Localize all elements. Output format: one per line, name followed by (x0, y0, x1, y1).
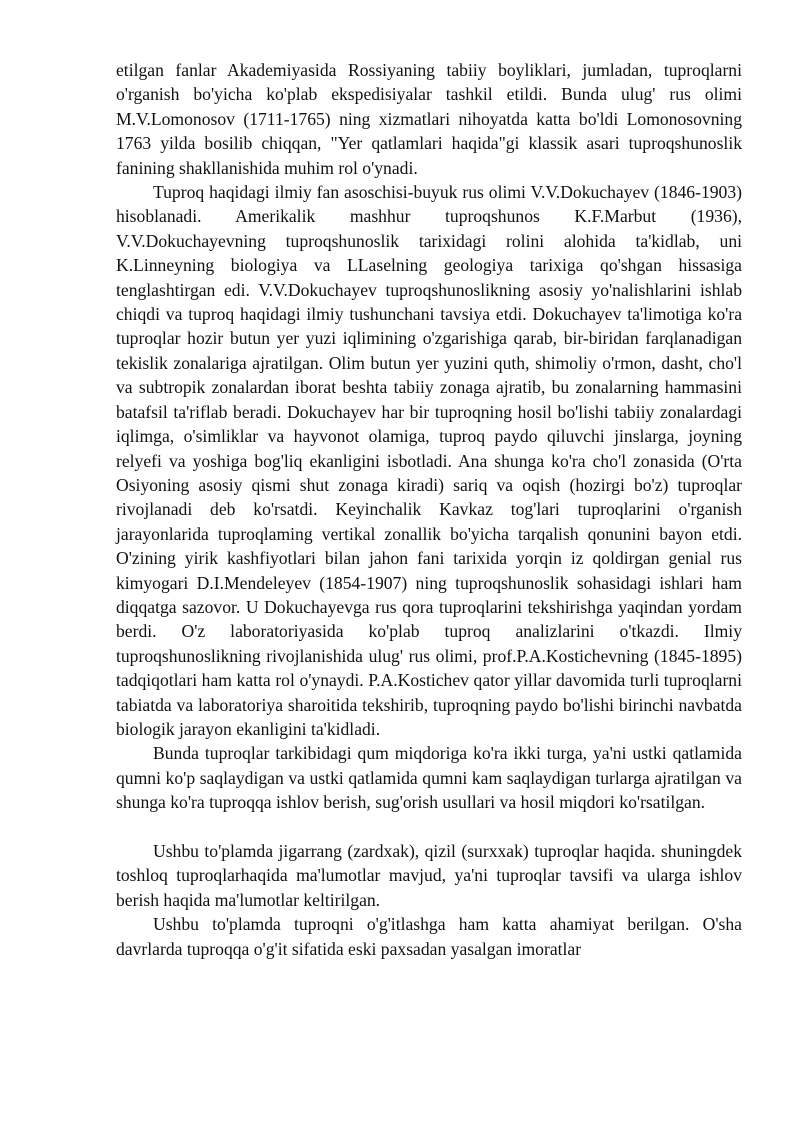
paragraph-continuation: etilgan fanlar Akademiyasida Rossiyaning tabiiy boyliklari, jumladan, tuproqlarni o'rganish bo'yicha ko'plab ekspedisiyalar tashkil etildi. Bunda ulug' rus olimi M.V.Lomonosov (1711-1765) ning xizmatlari nihoyatda katta bo'ldi Lomonosovning 1763 yilda bosilib chiqqan, "Yer qatlamlari haqida"gi klassik asari tuproqshunoslik fanining shakllanishida muhim rol o'ynadi. (116, 60, 742, 178)
paragraph-soil-types: Bunda tuproqlar tarkibidagi qum miqdoriga ko'ra ikki turga, ya'ni ustki qatlamida qumni ko'p saqlaydigan va ustki qatlamida qumni kam saqlaydigan turlarga ajratilgan va shunga ko'ra tuproqqa ishlov berish, sug'orish usullari va hosil miqdori ko'rsatilgan. (116, 743, 742, 813)
paragraph-collection-fertilizer: Ushbu to'plamda tuproqni o'g'itlashga ham katta ahamiyat berilgan. O'sha davrlarda tuproqqa o'g'it sifatida eski paxsadan yasalgan imoratlar (116, 914, 742, 959)
document-page (116, 58, 742, 961)
paragraph-gap (116, 815, 742, 839)
paragraph-dokuchayev: Tuproq haqidagi ilmiy fan asoschisi-buyuk rus olimi V.V.Dokuchayev (1846-1903) hisoblanadi. Amerikalik mashhur tuproqshunos K.F.Marbut (1936), V.V.Dokuchayevning tuproqshunoslik tarixidagi rolini alohida ta'kidlab, uni K.Linneyning biologiya va LLaselning geologiya tarixiga qo'shgan hissasiga tenglashtirgan edi. V.V.Dokuchayev tuproqshunoslikning asosiy yo'nalishlarini ishlab chiqdi va tuproq haqidagi ilmiy tushunchani tavsiya etdi. Dokuchayev ta'limotiga ko'ra tuproqlar hozir butun yer yuzi iqlimining o'zgarishiga qarab, bir-biridan farqlanadigan tekislik zonalariga ajratilgan. Olim butun yer yuzini quth, shimoliy o'rmon, dasht, cho'l va subtropik zonalardan iborat beshta tabiiy zonaga ajratib, bu zonalarning hammasini batafsil ta'riflab beradi. Dokuchayev har bir tuproqning hosil bo'lishi tabiiy zonalardagi iqlimga, o'simliklar va hayvonot olamiga, tuproq paydo qiluvchi jinslarga, joyning relyefi va yoshiga bog'liq ekanligini isbotladi. Ana shunga ko'ra cho'l zonasida (O'rta Osiyoning asosiy qismi shut zonaga kiradi) sariq va oqish (hozirgi bo'z) tuproqlar rivojlanadi deb ko'rsatdi. Keyinchalik Kavkaz tog'lari tuproqlarini o'rganish jarayonlarida tuproqlaming vertikal zonallik bo'yicha tarqalish qonunini bayon etdi. O'zining yirik kashfiyotlari bilan jahon fani tarixida yorqin iz qoldirgan genial rus kimyogari D.I.Mendeleyev (1854-1907) ning tuproqshunoslik sohasidagi ishlari ham diqqatga sazovor. U Dokuchayevga rus qora tuproqlarini tekshirishga yaqindan yordam berdi. O'z laboratoriyasida ko'plab tuproq analizlarini o'tkazdi. Ilmiy tuproqshunoslikning rivojlanishida ulug' rus olimi, prof.P.A.Kostichevning (1845-1895) tadqiqotlari ham katta rol o'ynaydi. P.A.Kostichev qator yillar davomida turli tuproqlarni tabiatda va laboratoriya sharoitida tekshirib, tuproqning paydo bo'lishi birinchi navbatda biologik jarayon ekanligini ta'kidladi. (116, 182, 742, 739)
paragraph-collection-soils: Ushbu to'plamda jigarrang (zardxak), qizil (surxxak) tuproqlar haqida. shuningdek toshloq tuproqlarhaqida ma'lumotlar mavjud, ya'ni tuproqlar tavsifi va ularga ishlov berish haqida ma'lumotlar keltirilgan. (116, 840, 742, 910)
